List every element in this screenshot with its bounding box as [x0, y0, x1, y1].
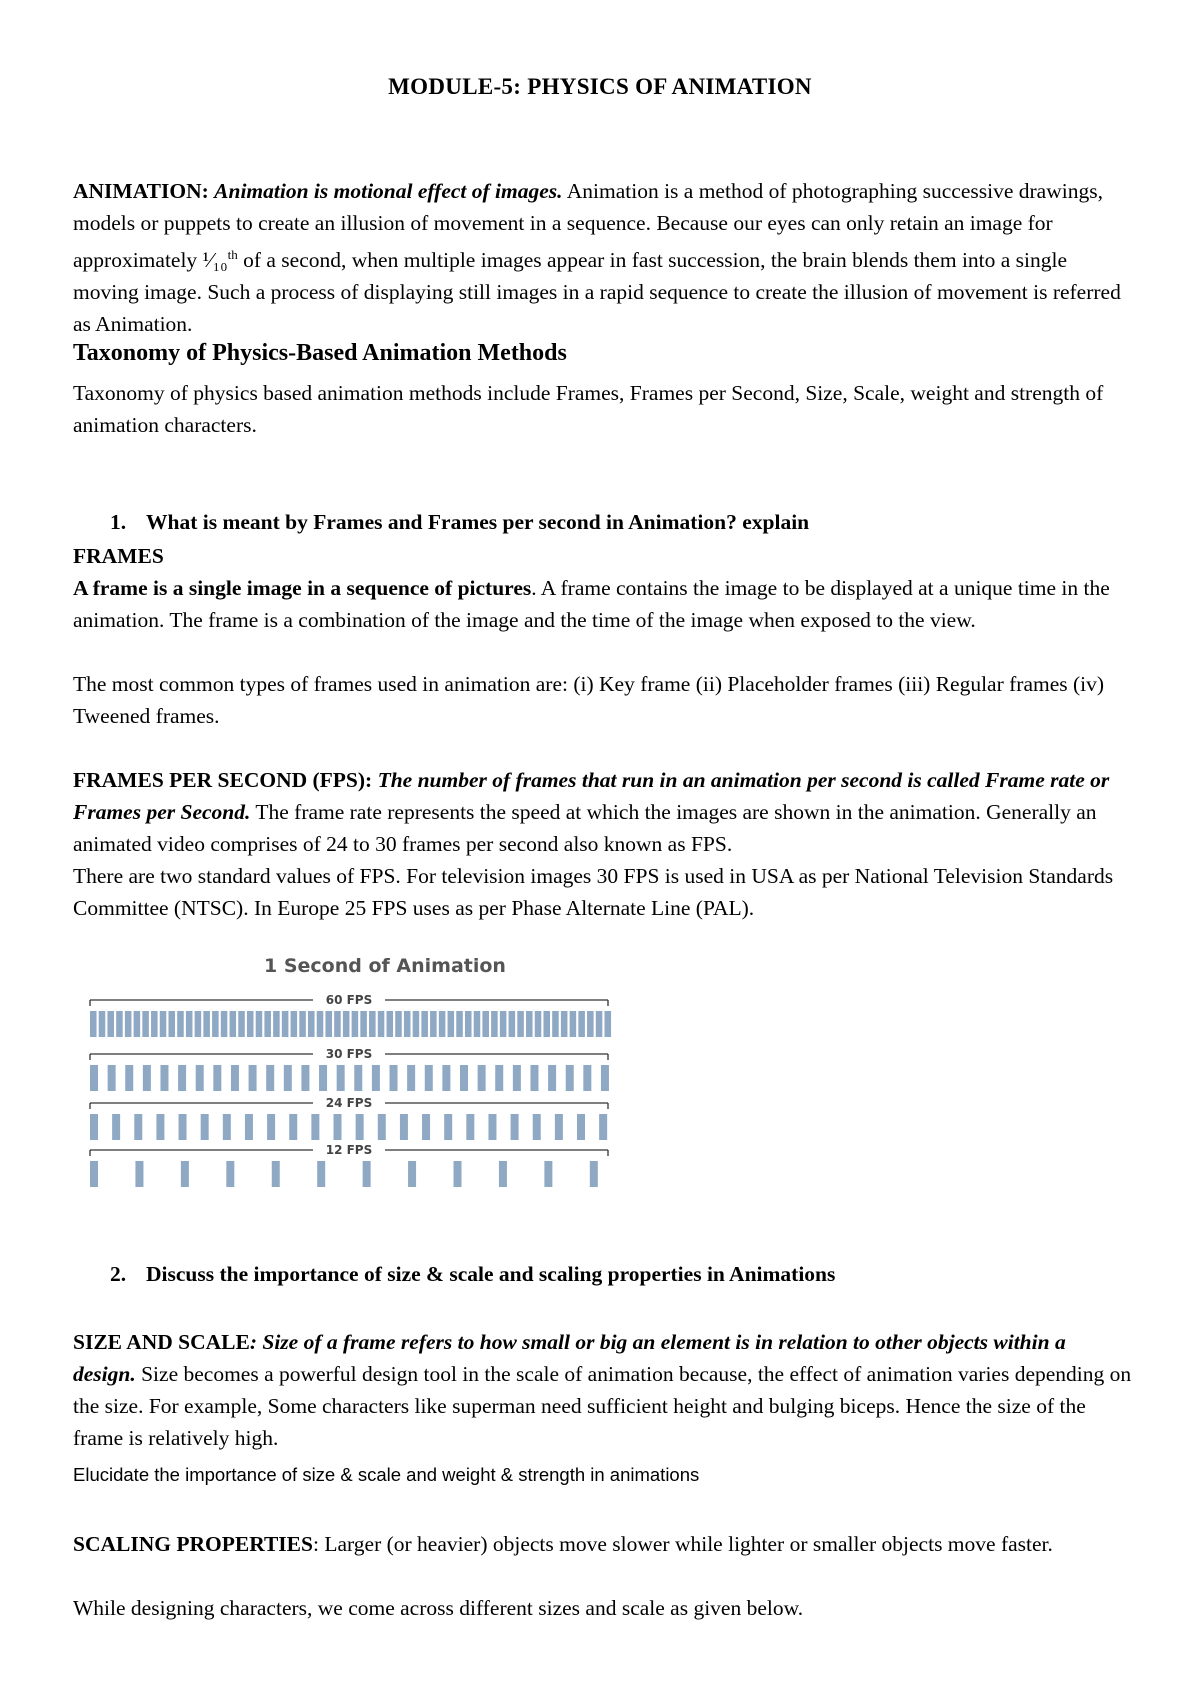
frame-bar [372, 1065, 380, 1091]
frame-bar [231, 1065, 239, 1091]
frame-bar [356, 1114, 364, 1140]
frame-bar [267, 1114, 275, 1140]
frame-bar [352, 1011, 359, 1037]
frame-bar [605, 1011, 612, 1037]
question-2-number: 2. [110, 1262, 127, 1286]
frame-bar [334, 1114, 342, 1140]
animation-text-2: of a second, when multiple images appear in fast succession, the brain blends them into a single moving image. Such a process of displaying still images in a rapid sequence to create the illusion of movement is referred as Animation. [73, 248, 1121, 337]
frame-bar [583, 1065, 591, 1091]
frame-bar [369, 1011, 376, 1037]
frame-bar [478, 1065, 486, 1091]
question-2-text: Discuss the importance of size & scale and scaling properties in Animations [146, 1262, 836, 1286]
frame-bar [599, 1114, 607, 1140]
elucidate-note: Elucidate the importance of size & scale and weight & strength in animations [73, 1464, 700, 1485]
frame-bar [116, 1011, 123, 1037]
frame-bar [177, 1011, 184, 1037]
frame-bar [291, 1011, 298, 1037]
frame-bar [500, 1011, 507, 1037]
question-1 [110, 510, 809, 535]
question-2 [110, 1262, 835, 1287]
frame-bar [181, 1161, 189, 1187]
frame-bar [156, 1114, 164, 1140]
frame-bar [378, 1114, 386, 1140]
frame-bar [413, 1011, 420, 1037]
frame-bar [238, 1011, 245, 1037]
scaling-label: SCALING PROPERTIES [73, 1532, 313, 1556]
frame-bar [186, 1011, 193, 1037]
frame-bar [299, 1011, 306, 1037]
animation-definition: Animation is motional effect of images. [214, 179, 563, 203]
scaling-paragraph [73, 1528, 1133, 1560]
fps-text-1: The frame rate represents the speed at which the images are shown in the animation. Generally an animated video comprises of 24 to 30 frames per second also known as FPS. [73, 800, 1097, 856]
frame-bar [337, 1065, 345, 1091]
frame-bar [430, 1011, 437, 1037]
frame-bar [151, 1011, 158, 1037]
frame-bar [407, 1065, 415, 1091]
frame-bar [400, 1114, 408, 1140]
frame-bar [301, 1065, 309, 1091]
frame-bar [482, 1011, 489, 1037]
frame-bar [495, 1065, 503, 1091]
frame-bar [317, 1161, 325, 1187]
frame-bar [213, 1065, 221, 1091]
frame-bar [448, 1011, 455, 1037]
fps-row-label: 30 FPS [325, 1047, 373, 1061]
frame-bar [179, 1114, 187, 1140]
frame-bar [308, 1011, 315, 1037]
frame-bar [226, 1161, 234, 1187]
frame-bar [264, 1011, 271, 1037]
frame-bar [319, 1065, 327, 1091]
frame-bar [466, 1114, 474, 1140]
size-scale-paragraph [73, 1326, 1133, 1454]
frame-bar [230, 1011, 237, 1037]
frame-bar [460, 1065, 468, 1091]
animation-fraction: ¹⁄₁₀ [202, 248, 228, 273]
question-1-number: 1. [110, 510, 127, 534]
frame-bar [178, 1065, 186, 1091]
taxonomy-heading: Taxonomy of Physics-Based Animation Methods [73, 340, 567, 366]
frame-bar [221, 1011, 228, 1037]
frame-bar [543, 1011, 550, 1037]
frame-bar [363, 1161, 371, 1187]
frame-bar [439, 1011, 446, 1037]
animation-text-1: Animation is a method of photographing successive drawings, models or puppets to create an illusion of movement in a sequence. Because our eyes can only retain an image for approximately [73, 179, 1103, 273]
scaling-text-1: : Larger (or heavier) objects move slower while lighter or smaller objects move faster. [312, 1532, 1053, 1556]
frame-bar [143, 1065, 151, 1091]
frame-bar [548, 1065, 556, 1091]
frame-bar [488, 1114, 496, 1140]
frame-bar [317, 1011, 324, 1037]
frame-bar [596, 1011, 603, 1037]
frame-bar [530, 1065, 538, 1091]
frame-bar [354, 1065, 362, 1091]
frame-bar [196, 1065, 204, 1091]
taxonomy-paragraph: Taxonomy of physics based animation methods include Frames, Frames per Second, Size, Scale, weight and strength of animation characters. [73, 381, 1104, 437]
frame-bar [108, 1065, 116, 1091]
frame-bar [587, 1011, 594, 1037]
frame-bar [112, 1114, 120, 1140]
fps-figure [86, 950, 670, 1236]
frame-bar [90, 1065, 98, 1091]
frame-bar [378, 1011, 385, 1037]
frame-bar [223, 1114, 231, 1140]
frame-bar [555, 1114, 563, 1140]
fps-standards-paragraph: There are two standard values of FPS. For television images 30 FPS is used in USA as per National Television Standards Committee (NTSC). In Europe 25 FPS uses as per Phase Alternate Line (PAL). [73, 864, 1114, 920]
frame-bar [561, 1011, 568, 1037]
frame-bar [160, 1065, 168, 1091]
question-1-text: What is meant by Frames and Frames per second in Animation? explain [146, 510, 810, 534]
frame-bar [249, 1065, 257, 1091]
frames-types-paragraph: The most common types of frames used in animation are: (i) Key frame (ii) Placeholder frames (iii) Regular frames (iv) Tweened frames. [73, 672, 1105, 728]
frame-bar [107, 1011, 114, 1037]
frame-bar [386, 1011, 393, 1037]
frame-bar [289, 1114, 297, 1140]
frame-bar [266, 1065, 274, 1091]
frame-bar [499, 1161, 507, 1187]
frame-bar [256, 1011, 263, 1037]
fps-row-label: 60 FPS [325, 993, 373, 1007]
frame-bar [201, 1114, 209, 1140]
frame-bar [513, 1065, 521, 1091]
fps-paragraph [73, 764, 1133, 860]
frame-bar [125, 1011, 132, 1037]
frame-bar [360, 1011, 367, 1037]
page-title: MODULE-5: PHYSICS OF ANIMATION [388, 74, 812, 99]
fps-diagram [86, 950, 670, 1236]
frame-bar [272, 1161, 280, 1187]
frame-bar [509, 1011, 516, 1037]
frame-bar [134, 1114, 142, 1140]
frame-bar [203, 1011, 210, 1037]
frame-bar [282, 1011, 289, 1037]
frame-bar [90, 1161, 98, 1187]
frame-bar [404, 1011, 411, 1037]
frame-bar [544, 1161, 552, 1187]
frame-bar [135, 1161, 143, 1187]
frame-bar [90, 1114, 98, 1140]
frame-bar [395, 1011, 402, 1037]
frame-bar [425, 1065, 433, 1091]
figure-title: 1 Second of Animation [264, 955, 506, 977]
frame-bar [343, 1011, 350, 1037]
size-scale-label: SIZE AND SCALE [73, 1330, 250, 1354]
frame-bar [334, 1011, 341, 1037]
frames-paragraph [73, 572, 1133, 636]
frame-bar [422, 1114, 430, 1140]
frame-bar [408, 1161, 416, 1187]
frame-bar [517, 1011, 524, 1037]
frame-bar [456, 1011, 463, 1037]
fps-row-label: 12 FPS [325, 1143, 373, 1157]
frame-bar [284, 1065, 292, 1091]
frame-bar [142, 1011, 149, 1037]
frame-bar [566, 1065, 574, 1091]
fps-definition: The number of frames that run in an animation per second is called Frame rate or Frames per Second. [73, 768, 1110, 824]
frame-bar [245, 1114, 253, 1140]
frame-bar [511, 1114, 519, 1140]
frame-bar [195, 1011, 202, 1037]
fps-row-label: 24 FPS [325, 1096, 373, 1110]
frame-bar [273, 1011, 280, 1037]
frame-bar [444, 1114, 452, 1140]
frame-bar [212, 1011, 219, 1037]
frame-bar [160, 1011, 167, 1037]
frame-bar [577, 1114, 585, 1140]
size-scale-definition: : Size of a frame refers to how small or big an element is in relation to other objects within a design. [73, 1330, 1066, 1386]
frames-definition: A frame is a single image in a sequence of pictures [73, 576, 532, 600]
scaling-text-2: While designing characters, we come across different sizes and scale as given below. [73, 1596, 804, 1620]
frame-bar [390, 1065, 398, 1091]
frame-bar [491, 1011, 498, 1037]
animation-paragraph [73, 175, 1133, 340]
frame-bar [454, 1161, 462, 1187]
frame-bar [570, 1011, 577, 1037]
frame-bar [134, 1011, 141, 1037]
frame-bar [311, 1114, 319, 1140]
frame-bar [552, 1011, 559, 1037]
frame-bar [442, 1065, 450, 1091]
frame-bar [474, 1011, 481, 1037]
size-scale-text: Size becomes a powerful design tool in the scale of animation because, the effect of animation varies depending on the size. For example, Some characters like superman need sufficient height and bulging biceps. Hence the size of the frame is relatively high. [73, 1362, 1132, 1450]
frame-bar [247, 1011, 254, 1037]
frame-bar [526, 1011, 533, 1037]
frame-bar [535, 1011, 542, 1037]
frame-bar [421, 1011, 428, 1037]
frame-bar [533, 1114, 541, 1140]
animation-fraction-sup: th [227, 247, 238, 262]
frame-bar [125, 1065, 133, 1091]
frame-bar [465, 1011, 472, 1037]
frames-text-1: . A frame contains the image to be displayed at a unique time in the animation. The frame is a combination of the image and the time of the image when exposed to the view. [73, 576, 1110, 632]
frame-bar [168, 1011, 175, 1037]
frame-bar [590, 1161, 598, 1187]
frame-bar [578, 1011, 585, 1037]
frame-bar [601, 1065, 609, 1091]
frame-bar [90, 1011, 97, 1037]
frame-bar [325, 1011, 332, 1037]
fps-label: FRAMES PER SECOND (FPS): [73, 768, 373, 792]
frame-bar [99, 1011, 106, 1037]
frames-label: FRAMES [73, 544, 164, 568]
animation-label: ANIMATION: [73, 179, 209, 203]
